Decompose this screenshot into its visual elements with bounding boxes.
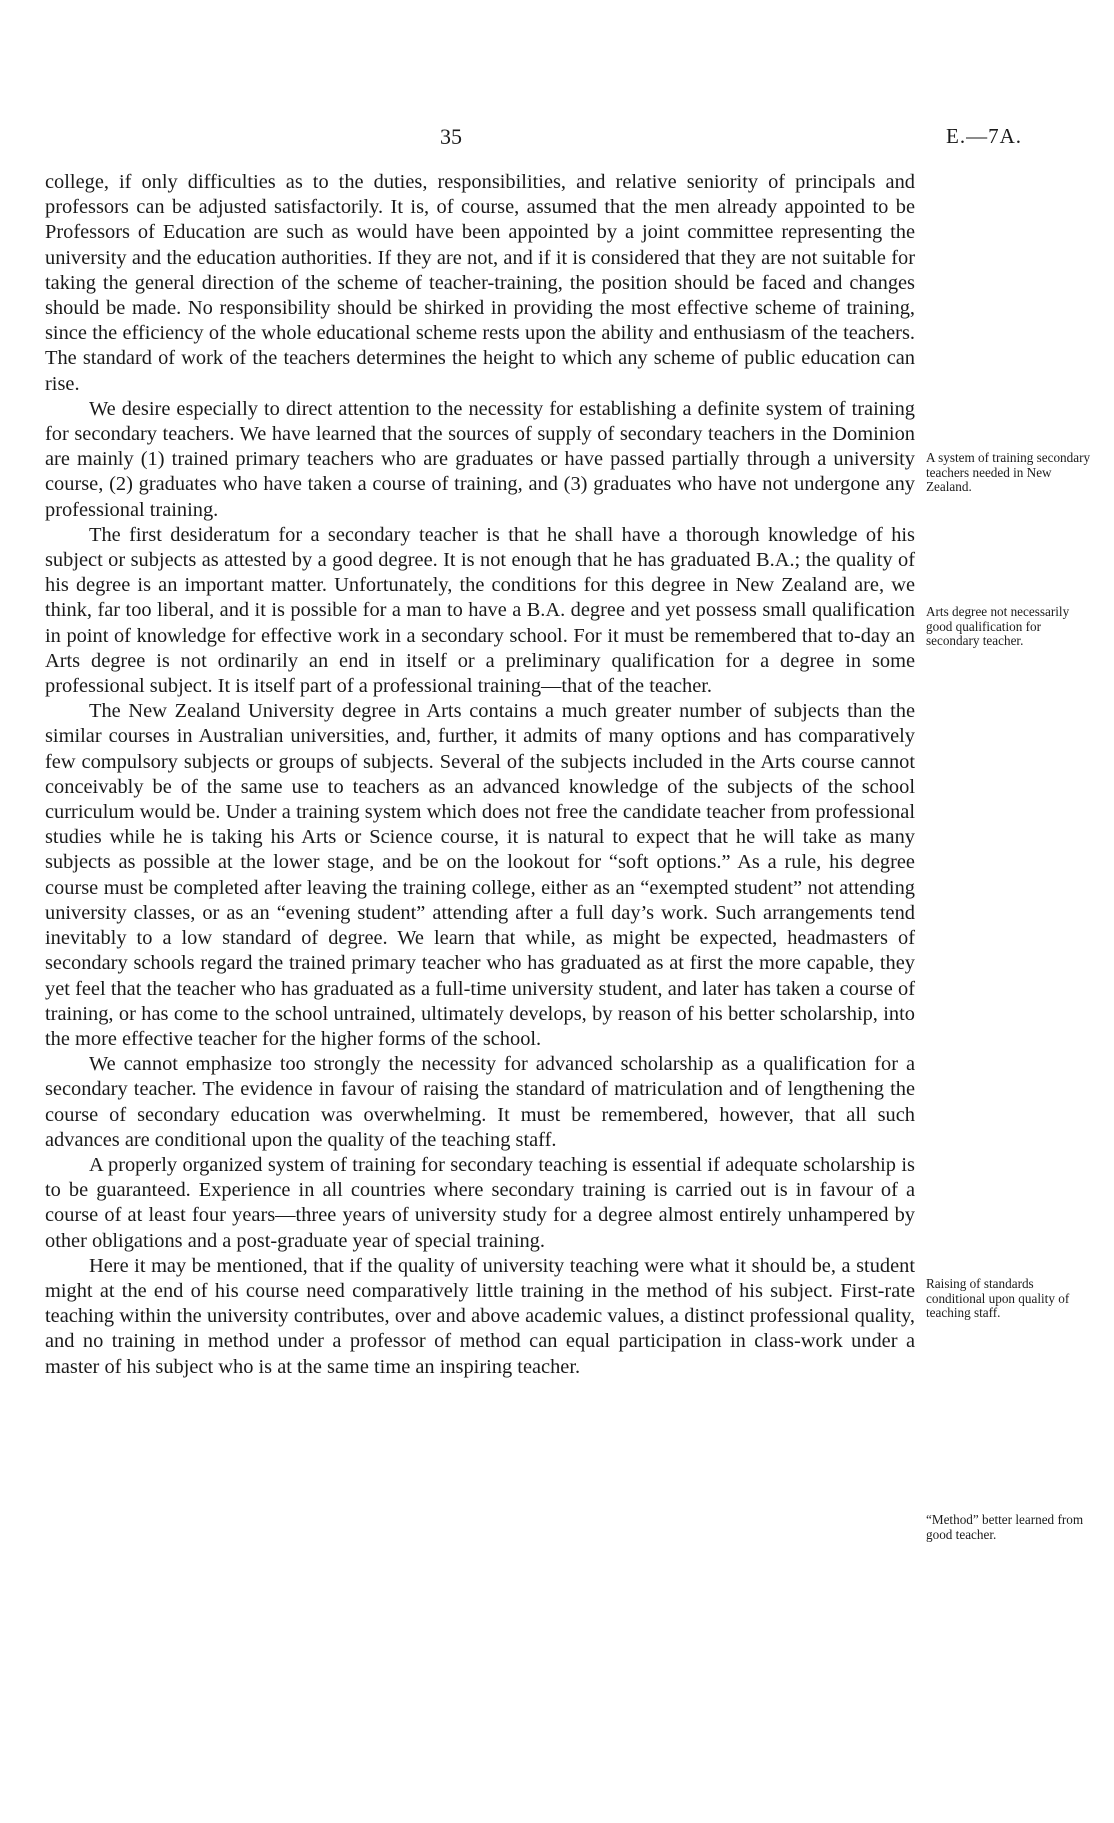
margin-note: Arts degree not necessarily good qualification for secondary teacher. [926, 604, 1070, 649]
paragraph: We desire especially to direct attention to the necessity for establishing a definite system of training for secondary teachers. We have learned that the sources of supply of secondary teachers in the Dominion are mainly (1) trained primary teachers who are graduates or have passed partially through a university course, (2) graduates who have taken a course of training, and (3) graduates who have not undergone any professional training. [45, 397, 915, 521]
page-number: 35 [440, 124, 462, 149]
paragraph: college, if only difficulties as to the duties, responsibilities, and relative seniority of principals and professors can be adjusted satisfactorily. It is, of course, assumed that the men already appointed to be Professors of Education are such as would have been appointed by a joint committee representing the university and the education authorities. If they are not, and if it is considered that they are not suitable for taking the general direction of the scheme of teacher-training, the position should be faced and changes should be made. No responsibility should be shirked in providing the most effective scheme of training, since the efficiency of the whole educational scheme rests upon the ability and enthusiasm of the teachers. The standard of work of the teachers determines the height to which any scheme of public education can rise. [45, 171, 915, 395]
body-text [45, 170, 915, 1380]
paragraph: The first desideratum for a secondary teacher is that he shall have a thorough knowledge of his subject or subjects as attested by a good degree. It is not enough that he has graduated B.A.; the quality of his degree is an important matter. Unfortunately, the conditions for this degree in New Zealand are, we think, far too liberal, and it is possible for a man to have a B.A. degree and yet possess small qualification in point of knowledge for effective work in a secondary school. For it must be remembered that to-day an Arts degree is not ordinarily an end in itself or a preliminary qualification for a degree in some professional subject. It is itself part of a professional training—that of the teacher. [45, 523, 915, 698]
document-reference: E.—7A. [946, 124, 1022, 148]
margin-note: Raising of standards conditional upon quality of teaching staff. [926, 1276, 1070, 1321]
margin-note: A system of training secondary teachers needed in New Zealand. [926, 450, 1091, 495]
paragraph: We cannot emphasize too strongly the necessity for advanced scholarship as a qualification for a secondary teacher. The evidence in favour of raising the standard of matriculation and of lengthening the course of secondary education was overwhelming. It must be remembered, however, that all such advances are conditional upon the quality of the teaching staff. [45, 1053, 915, 1151]
paragraph: The New Zealand University degree in Arts contains a much greater number of subjects than the similar courses in Australian universities, and, further, it admits of many options and has comparatively few compulsory subjects or groups of subjects. Several of the subjects included in the Arts course cannot conceivably be of the same use to teachers as an advanced knowledge of the subjects of the school curriculum would be. Under a training system which does not free the candidate teacher from professional studies while he is taking his Arts or Science course, it is natural to expect that he will take as many subjects as possible at the lower stage, and be on the lookout for “soft options.” As a rule, his degree course must be completed after leaving the training college, either as an “exempted student” not attending university classes, or as an “evening student” attending after a full day’s work. Such arrangements tend inevitably to a low standard of degree. We learn that while, as might be expected, headmasters of secondary schools regard the trained primary teacher who has graduated as at first the more capable, they yet feel that the teacher who has graduated as a full-time university student, and later has taken a course of training, or has come to the school untrained, ultimately develops, by reason of his better scholarship, into the more effective teacher for the higher forms of the school. [45, 700, 915, 1050]
margin-note: “Method” better learned from good teacher. [926, 1512, 1084, 1542]
paragraph: Here it may be mentioned, that if the quality of university teaching were what it should be, a student might at the end of his course need comparatively little training in the method of his subject. First-rate teaching within the university contributes, over and above academic values, a distinct professional quality, and no training in method under a professor of method can equal participation in class-work under a master of his subject who is at the same time an inspiring teacher. [45, 1254, 915, 1378]
paragraph: A properly organized system of training for secondary teaching is essential if adequate scholarship is to be guaranteed. Experience in all countries where secondary training is carried out is in favour of a course of at least four years—three years of university study for a degree almost entirely unhampered by other obligations and a post-graduate year of special training. [45, 1153, 915, 1252]
